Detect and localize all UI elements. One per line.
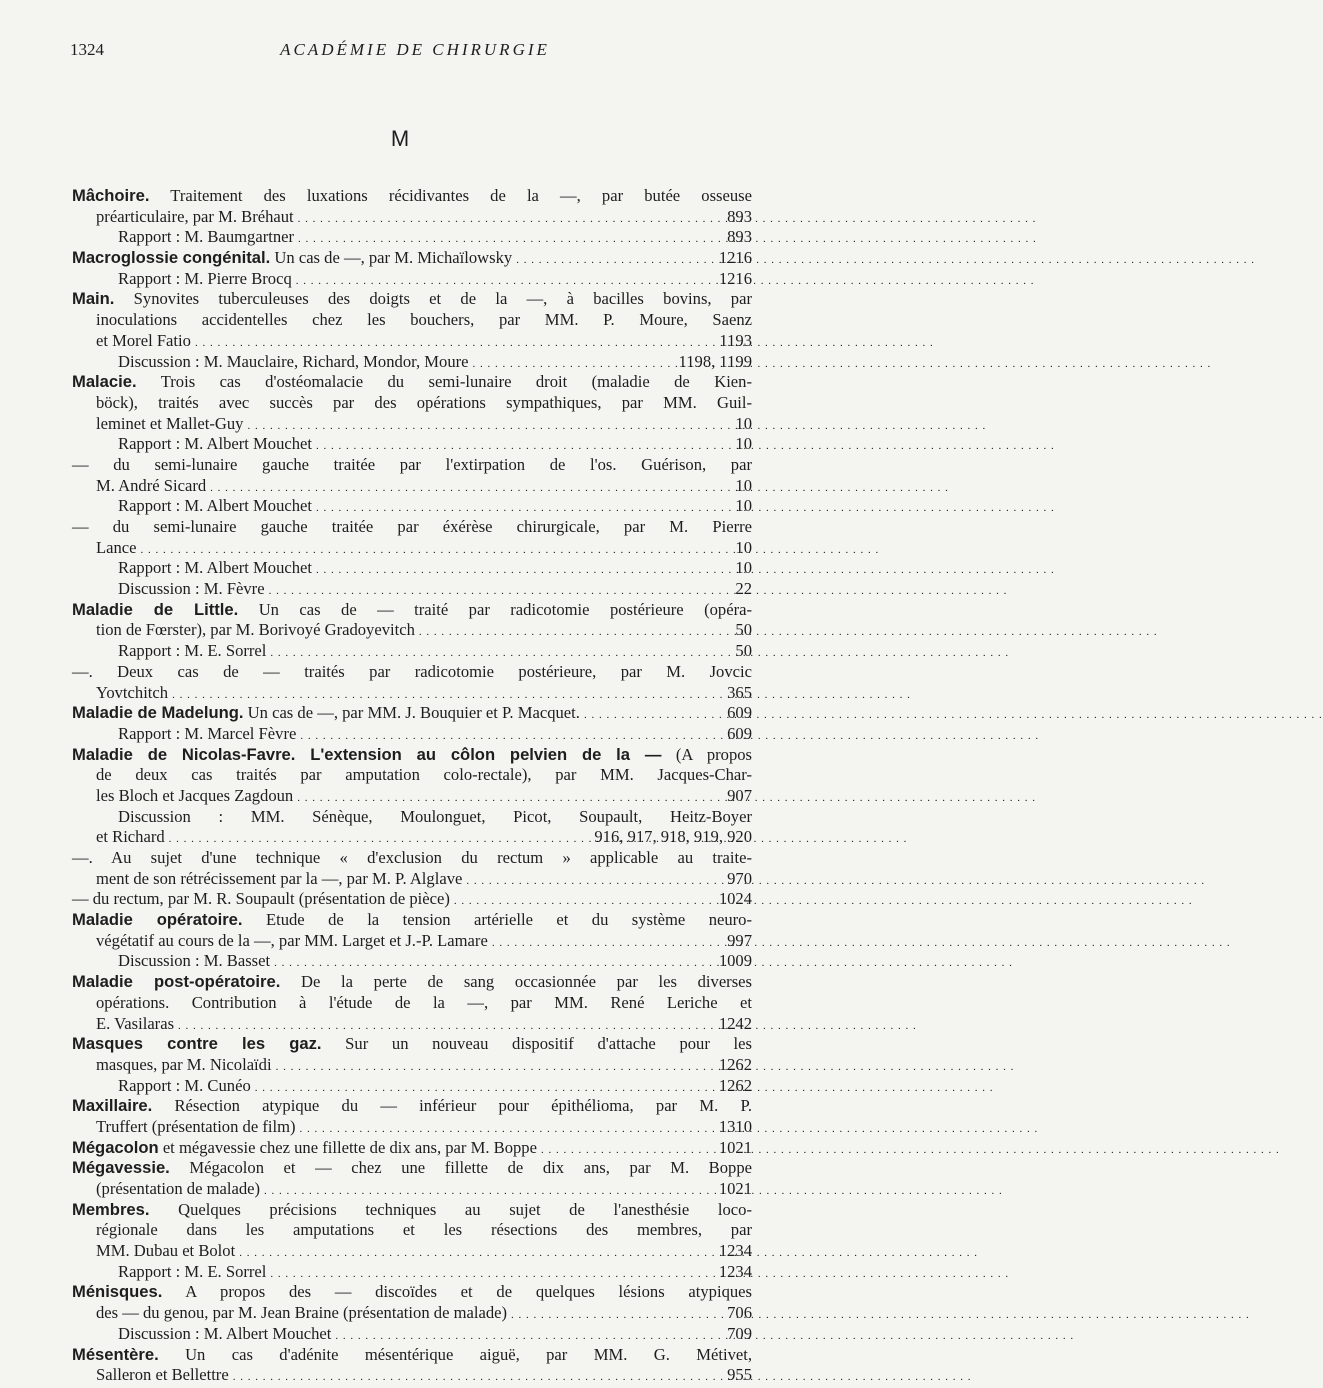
dot-leader xyxy=(335,1324,723,1347)
entry-description: Salleron et Bellettre xyxy=(96,1365,229,1385)
dot-leader xyxy=(210,476,731,499)
entry-description: (présentation de malade) xyxy=(96,1179,261,1198)
entry-description: Discussion : M. Albert Mouchet xyxy=(118,1323,332,1343)
page-reference: 50 xyxy=(735,641,752,661)
index-line xyxy=(72,703,752,724)
dot-leader xyxy=(516,248,715,271)
entry-description: Rapport : M. E. Sorrel xyxy=(118,1261,267,1281)
page-header xyxy=(70,40,760,66)
page-reference: 1216 xyxy=(718,268,752,288)
index-line xyxy=(72,207,752,228)
index-line xyxy=(72,931,752,952)
entry-description: Etude de la tension artérielle et du système neuro- xyxy=(242,910,753,930)
entry-headword: Mâchoire. xyxy=(72,186,150,205)
entry-text xyxy=(118,724,296,745)
entry-description: Truffert (présentation de film) xyxy=(96,1116,296,1136)
dot-leader xyxy=(473,352,675,375)
entry-text xyxy=(96,827,165,848)
page-reference: 916, 917, 918, 919, 920 xyxy=(594,827,752,847)
entry-description: ment de son rétrécissement par la —, par M. P. Alglave xyxy=(96,868,463,888)
dot-leader xyxy=(169,827,591,850)
index-line xyxy=(72,538,752,559)
entry-description: Rapport : M. Marcel Fèvre xyxy=(118,723,297,743)
page-reference: 10 xyxy=(735,475,752,495)
entry-description: et mégavessie chez une fillette de dix ans, par M. Boppe xyxy=(158,1137,537,1157)
dot-leader xyxy=(255,1076,715,1099)
entry-headword: Maladie opératoire. xyxy=(72,910,243,930)
entry-text xyxy=(96,683,168,704)
index-line xyxy=(72,869,752,890)
entry-description: Lance xyxy=(96,537,137,557)
entry-description: —. Deux cas de — traités par radicotomie postérieure, par M. Jovcic xyxy=(72,661,752,681)
entry-description: MM. Dubau et Bolot xyxy=(96,1241,236,1261)
entry-headword: Maxillaire. xyxy=(72,1096,153,1116)
page-reference: 893 xyxy=(727,206,752,226)
page-reference: 1234 xyxy=(718,1241,752,1261)
page-reference: 1216 xyxy=(718,248,752,268)
index-line xyxy=(72,724,752,745)
index-line xyxy=(72,662,752,683)
dot-leader xyxy=(195,331,715,354)
page-reference: 10 xyxy=(735,537,752,557)
entry-text xyxy=(96,620,415,641)
index-line xyxy=(72,1241,752,1262)
page-number: 1324 xyxy=(70,40,104,59)
entry-description: régionale dans les amputations et les résections des membres, par xyxy=(96,1220,752,1240)
dot-leader xyxy=(584,703,723,726)
dot-leader xyxy=(233,1365,723,1388)
dot-leader xyxy=(541,1138,715,1161)
dot-leader xyxy=(298,207,723,230)
entry-description: tion de Fœrster), par M. Borivoyé Gradoyevitch xyxy=(96,620,415,640)
index-line xyxy=(72,1117,752,1138)
entry-text xyxy=(72,703,580,724)
entry-text xyxy=(118,1076,251,1097)
index-line xyxy=(72,1324,752,1345)
page-reference: 1009 xyxy=(718,951,752,971)
index-line xyxy=(72,476,752,497)
entry-description: M. André Sicard xyxy=(96,475,207,495)
index-line xyxy=(72,620,752,641)
dot-leader xyxy=(264,1179,715,1202)
index-line xyxy=(72,289,752,310)
dot-leader xyxy=(270,1262,714,1285)
dot-leader xyxy=(316,434,731,457)
index-line xyxy=(72,186,752,207)
entry-text xyxy=(118,269,292,290)
page-reference: 609 xyxy=(727,723,752,743)
entry-description: E. Vasilaras xyxy=(96,1013,175,1033)
dot-leader xyxy=(270,641,731,664)
dot-leader xyxy=(239,1241,715,1264)
index-line xyxy=(72,1200,752,1221)
index-line xyxy=(72,1014,752,1035)
index-line xyxy=(72,393,752,414)
index-line xyxy=(72,1220,752,1241)
page-reference: 1262 xyxy=(718,1054,752,1074)
dot-leader xyxy=(296,269,715,292)
page-reference: 609 xyxy=(727,703,752,723)
index-line xyxy=(72,600,752,621)
entry-text xyxy=(96,931,488,952)
entry-description: Discussion : M. Basset xyxy=(118,951,271,971)
entry-description: Rapport : M. Albert Mouchet xyxy=(118,496,313,516)
dot-leader xyxy=(316,496,731,519)
entry-description: végétatif au cours de la —, par MM. Larget et J.-P. Lamare xyxy=(96,930,488,950)
entry-description: des — du genou, par M. Jean Braine (présentation de malade) xyxy=(96,1303,508,1323)
entry-description: böck), traités avec succès par des opérations sympathiques, par MM. Guil- xyxy=(96,392,752,412)
entry-description: Rapport : M. Pierre Brocq xyxy=(118,268,292,288)
index-line xyxy=(72,1365,752,1386)
index-line xyxy=(72,558,752,579)
entry-text xyxy=(96,1303,507,1324)
page-reference: 955 xyxy=(727,1365,752,1385)
page-reference: 1021 xyxy=(718,1137,752,1157)
index-line xyxy=(72,848,752,869)
entry-description: Un cas d'adénite mésentérique aiguë, par MM. G. Métivet, xyxy=(158,1344,752,1364)
entry-text xyxy=(96,869,462,890)
index-line xyxy=(72,227,752,248)
index-line xyxy=(72,352,752,373)
entry-headword: Maladie de Madelung. xyxy=(72,703,244,723)
entry-text xyxy=(118,1262,266,1283)
dot-leader xyxy=(141,538,732,561)
entry-text xyxy=(118,496,312,517)
entry-description: Rapport : M. Cunéo xyxy=(118,1075,251,1095)
entry-text xyxy=(118,1324,331,1345)
entry-description: opérations. Contribution à l'étude de la —, par MM. René Leriche et xyxy=(96,992,752,1012)
entry-description: Rapport : M. E. Sorrel xyxy=(118,641,267,661)
entry-description: Mégacolon et — chez une fillette de dix ans, par M. Boppe xyxy=(169,1158,752,1178)
index-line xyxy=(72,765,752,786)
page-reference: 1024 xyxy=(718,889,752,909)
dot-leader xyxy=(274,951,715,974)
index-line xyxy=(72,972,752,993)
entry-headword: Malacie. xyxy=(72,372,137,392)
dot-leader xyxy=(297,786,723,809)
entry-text xyxy=(118,227,294,248)
entry-text xyxy=(96,786,293,807)
entry-headword: Membres. xyxy=(72,1199,150,1219)
entry-text xyxy=(118,951,270,972)
entry-description: Discussion : M. Mauclaire, Richard, Mondor, Moure xyxy=(118,351,469,371)
entry-headword: Maladie de Little. xyxy=(72,599,239,619)
entry-text xyxy=(96,207,294,228)
entry-description: Synovites tuberculeuses des doigts et de la —, à bacilles bovins, par xyxy=(114,289,752,309)
entry-headword: Ménisques. xyxy=(72,1282,163,1302)
entry-text xyxy=(96,1365,229,1386)
entry-headword: Mégacolon xyxy=(72,1137,159,1157)
index-line xyxy=(72,951,752,972)
page-reference: 1242 xyxy=(718,1013,752,1033)
entry-headword: Masques contre les gaz. xyxy=(72,1034,322,1054)
dot-leader xyxy=(300,1117,715,1140)
entry-text xyxy=(118,352,469,373)
page-reference: 1193 xyxy=(719,330,752,350)
index-line xyxy=(72,786,752,807)
index-line xyxy=(72,1282,752,1303)
entry-text xyxy=(96,331,191,352)
entry-headword: Maladie post-opératoire. xyxy=(72,972,281,992)
index-line xyxy=(72,248,752,269)
entry-text xyxy=(96,1055,272,1076)
index-line xyxy=(72,827,752,848)
entry-description: inoculations accidentelles chez les bouchers, par MM. P. Moure, Saenz xyxy=(96,310,752,330)
index-line xyxy=(72,910,752,931)
index-line xyxy=(72,1179,752,1200)
index-line xyxy=(72,1055,752,1076)
entry-description: préarticulaire, par M. Bréhaut xyxy=(96,206,294,226)
entry-description: De la perte de sang occasionnée par les diverses xyxy=(280,972,752,992)
dot-leader xyxy=(269,579,732,602)
entry-description: Résection atypique du — inférieur pour épithélioma, par M. P. xyxy=(152,1096,752,1116)
entry-description: Trois cas d'ostéomalacie du semi-lunaire droit (maladie de Kien- xyxy=(136,372,752,392)
index-line xyxy=(72,310,752,331)
entry-headword: Main. xyxy=(72,289,115,309)
entry-text xyxy=(96,476,206,497)
running-title: ACADÉMIE DE CHIRURGIE xyxy=(280,40,550,59)
page-reference: 709 xyxy=(727,1323,752,1343)
dot-leader xyxy=(276,1055,715,1078)
entry-description: Rapport : M. Albert Mouchet xyxy=(118,558,313,578)
entry-description: et Richard xyxy=(96,827,165,847)
dot-leader xyxy=(316,558,731,581)
index-line xyxy=(72,579,752,600)
index-line xyxy=(72,993,752,1014)
entry-text xyxy=(72,889,450,910)
index-line xyxy=(72,434,752,455)
entry-headword: Maladie de Nicolas-Favre. L'extension au côlon pelvien de la — xyxy=(72,744,662,764)
entry-description: les Bloch et Jacques Zagdoun xyxy=(96,785,294,805)
page-reference: 10 xyxy=(735,558,752,578)
entry-description: Un cas de —, par MM. J. Bouquier et P. Macquet. xyxy=(243,703,580,723)
entry-text xyxy=(72,1138,537,1159)
page-reference: 1234 xyxy=(718,1261,752,1281)
index-line xyxy=(72,1034,752,1055)
page-reference: 22 xyxy=(735,579,752,599)
entry-text xyxy=(96,1241,235,1262)
dot-leader xyxy=(298,227,723,250)
entry-text xyxy=(118,434,312,455)
entry-description: Discussion : M. Fèvre xyxy=(118,579,265,599)
entry-description: Quelques précisions techniques au sujet de l'anesthésie loco- xyxy=(149,1199,752,1219)
entry-description: Traitement des luxations récidivantes de la —, par butée osseuse xyxy=(149,186,752,205)
entry-description: Rapport : M. Baumgartner xyxy=(118,227,295,247)
index-line xyxy=(72,455,752,476)
dot-leader xyxy=(247,414,731,437)
dot-leader xyxy=(454,889,715,912)
index-line xyxy=(72,1138,752,1159)
index-line xyxy=(72,517,752,538)
entry-description: Discussion : MM. Sénèque, Moulonguet, Picot, Soupault, Heitz-Boyer xyxy=(118,806,752,826)
page-reference: 10 xyxy=(735,434,752,454)
index-line xyxy=(72,269,752,290)
dot-leader xyxy=(300,724,723,747)
page-reference: 1262 xyxy=(718,1075,752,1095)
entry-description: Yovtchitch xyxy=(96,682,169,702)
entry-text xyxy=(72,248,512,269)
page-reference: 893 xyxy=(727,227,752,247)
entry-description: Un cas de —, par M. Michaïlowsky xyxy=(270,248,513,268)
index-line xyxy=(72,889,752,910)
index-line xyxy=(72,1096,752,1117)
entry-description: et Morel Fatio xyxy=(96,330,191,350)
entry-headword: Macroglossie congénital. xyxy=(72,248,271,268)
entry-description: — du semi-lunaire gauche traitée par l'extirpation de l'os. Guérison, par xyxy=(72,454,752,474)
entry-text xyxy=(96,1014,174,1035)
index-line xyxy=(72,414,752,435)
page-reference: 1198, 1199 xyxy=(678,351,752,371)
page-reference: 1310 xyxy=(718,1116,752,1136)
dot-leader xyxy=(492,931,723,954)
index-line xyxy=(72,1158,752,1179)
dot-leader xyxy=(511,1303,723,1326)
index-entries xyxy=(72,186,752,1386)
index-line xyxy=(72,745,752,766)
entry-description: A propos des — discoïdes et de quelques lésions atypiques xyxy=(162,1282,752,1302)
index-line xyxy=(72,331,752,352)
entry-text xyxy=(96,538,137,559)
index-line xyxy=(72,1303,752,1324)
entry-text xyxy=(96,1117,296,1138)
page-reference: 970 xyxy=(727,868,752,888)
entry-headword: Mésentère. xyxy=(72,1344,159,1364)
index-line xyxy=(72,1262,752,1283)
entry-text xyxy=(96,414,243,435)
dot-leader xyxy=(172,683,723,706)
dot-leader xyxy=(178,1014,715,1037)
entry-description: — du rectum, par M. R. Soupault (présentation de pièce) xyxy=(72,889,450,909)
entry-description: Rapport : M. Albert Mouchet xyxy=(118,434,313,454)
entry-description: (A propos xyxy=(661,744,753,764)
page-reference: 10 xyxy=(735,413,752,433)
entry-description: Un cas de — traité par radicotomie postérieure (opéra- xyxy=(238,599,752,619)
entry-description: leminet et Mallet-Guy xyxy=(96,413,244,433)
index-line xyxy=(72,683,752,704)
entry-text xyxy=(118,641,266,662)
index-line xyxy=(72,1076,752,1097)
dot-leader xyxy=(466,869,723,892)
section-letter: M xyxy=(390,126,410,151)
page-reference: 997 xyxy=(727,930,752,950)
entry-description: de deux cas traités par amputation colo-rectale), par MM. Jacques-Char- xyxy=(96,765,752,785)
page-reference: 907 xyxy=(727,785,752,805)
page-reference: 1021 xyxy=(718,1179,752,1198)
entry-text xyxy=(118,579,265,600)
index-line xyxy=(72,496,752,517)
dot-leader xyxy=(419,620,732,643)
entry-description: Sur un nouveau dispositif d'attache pour les xyxy=(321,1034,752,1054)
entry-text xyxy=(96,1179,260,1200)
page-reference: 10 xyxy=(735,496,752,516)
entry-text xyxy=(118,558,312,579)
entry-headword: Mégavessie. xyxy=(72,1158,170,1178)
page-reference: 50 xyxy=(735,620,752,640)
index-line xyxy=(72,372,752,393)
page-reference: 706 xyxy=(727,1303,752,1323)
entry-description: —. Au sujet d'une technique « d'exclusion du rectum » applicable au traite- xyxy=(72,848,752,867)
page-reference: 365 xyxy=(727,682,752,702)
index-line xyxy=(72,641,752,662)
index-line xyxy=(72,1345,752,1366)
index-line xyxy=(72,807,752,828)
entry-description: — du semi-lunaire gauche traitée par éxérèse chirurgicale, par M. Pierre xyxy=(72,517,752,536)
entry-description: masques, par M. Nicolaïdi xyxy=(96,1054,272,1074)
